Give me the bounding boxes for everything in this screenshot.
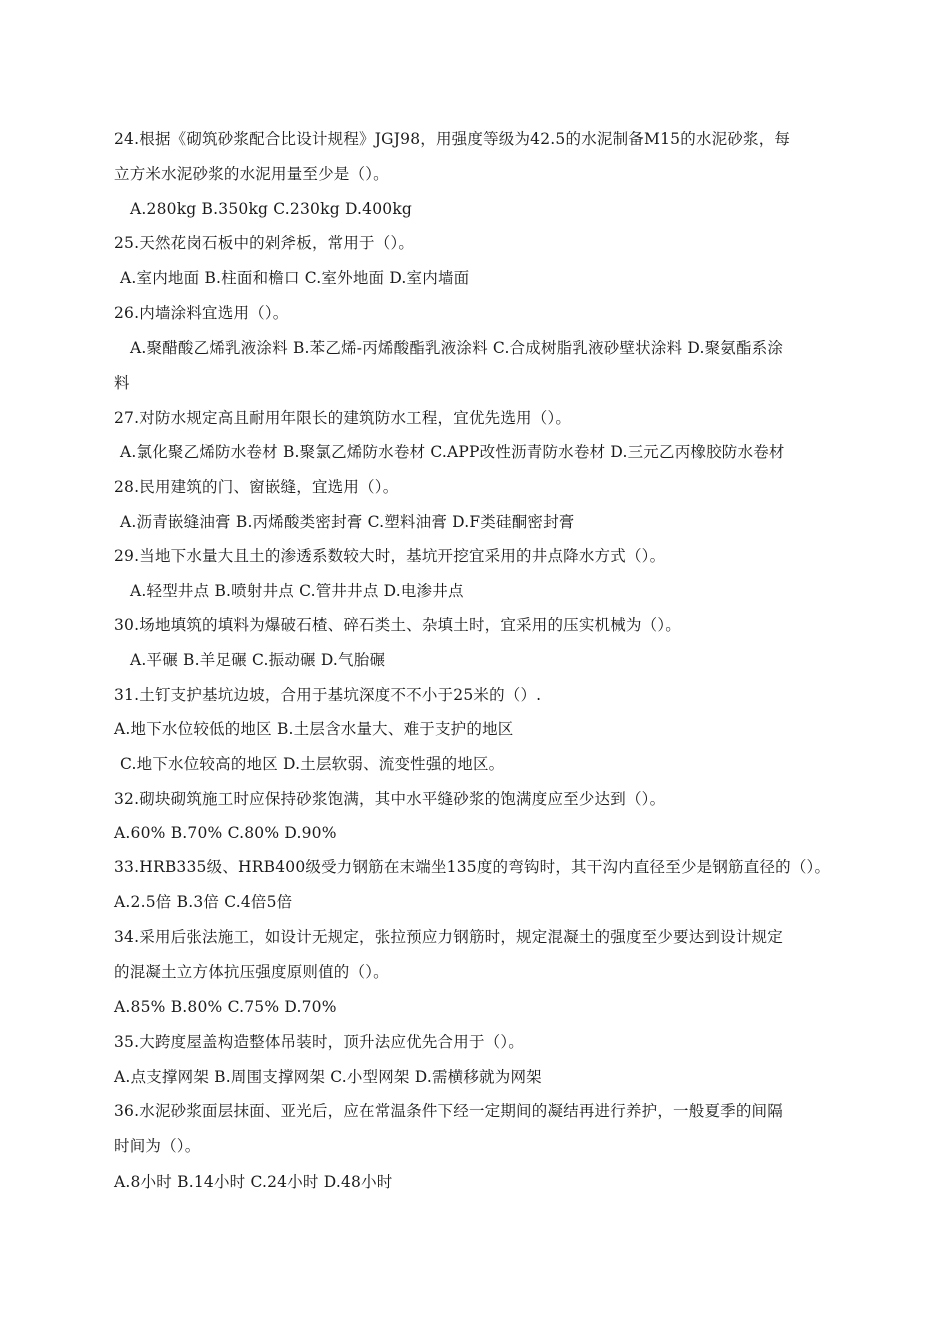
question-28: 28.民用建筑的门、窗嵌缝，宜选用（）。 xyxy=(114,478,399,496)
question-29: 29.当地下水量大且土的渗透系数较大时，基坑开挖宜采用的井点降水方式（）。 xyxy=(114,547,666,565)
question-30-options: A.平碾 B.羊足碾 C.振动碾 D.气胎碾 xyxy=(130,651,386,669)
question-34-line-2: 的混凝土立方体抗压强度原则值的（）。 xyxy=(114,963,389,981)
question-31-options-line-1: A.地下水位较低的地区 B.土层含水量大、难于支护的地区 xyxy=(114,720,514,738)
question-28-options: A.沥青嵌缝油膏 B.丙烯酸类密封膏 C.塑料油膏 D.F类硅酮密封膏 xyxy=(120,513,575,531)
question-32-options: A.60% B.70% C.80% D.90% xyxy=(114,824,337,842)
question-27-options: A.氯化聚乙烯防水卷材 B.聚氯乙烯防水卷材 C.APP改性沥青防水卷材 D.三元乙丙橡胶防水卷材 xyxy=(120,443,785,461)
question-26: 26.内墙涂料宜选用（）。 xyxy=(114,304,289,322)
question-24-line-1: 24.根据《砌筑砂浆配合比设计规程》JGJ98，用强度等级为42.5的水泥制备M15的水泥砂浆，每 xyxy=(114,130,791,148)
question-26-options-line-2: 料 xyxy=(114,374,130,392)
question-36-options: A.8小时 B.14小时 C.24小时 D.48小时 xyxy=(114,1173,393,1191)
question-26-options-line-1: A.聚醋酸乙烯乳液涂料 B.苯乙烯-丙烯酸酯乳液涂料 C.合成树脂乳液砂壁状涂料 D.聚氨酯系涂 xyxy=(130,339,784,357)
question-24-line-2: 立方米水泥砂浆的水泥用量至少是（）。 xyxy=(114,165,389,183)
question-33-options: A.2.5倍 B.3倍 C.4倍5倍 xyxy=(114,893,293,911)
question-25: 25.天然花岗石板中的剁斧板，常用于（）。 xyxy=(114,234,415,252)
question-35: 35.大跨度屋盖构造整体吊装时，顶升法应优先合用于（）。 xyxy=(114,1033,525,1051)
question-31-options-line-2: C.地下水位较高的地区 D.土层软弱、流变性强的地区。 xyxy=(120,755,505,773)
question-31: 31.土钉支护基坑边坡，合用于基坑深度不不小于25米的（）. xyxy=(114,686,542,704)
question-27: 27.对防水规定高且耐用年限长的建筑防水工程，宜优先选用（）。 xyxy=(114,409,572,427)
question-34-line-1: 34.采用后张法施工，如设计无规定，张拉预应力钢筋时，规定混凝土的强度至少要达到设计规定 xyxy=(114,928,783,946)
question-30: 30.场地填筑的填料为爆破石楂、碎石类土、杂填土时，宜采用的压实机械为（）。 xyxy=(114,616,682,634)
question-36-line-2: 时间为（）。 xyxy=(114,1137,201,1155)
question-24-options: A.280kg B.350kg C.230kg D.400kg xyxy=(130,200,413,218)
question-33: 33.HRB335级、HRB400级受力钢筋在末端坐135度的弯钩时，其干沟内直径至少是钢筋直径的（）。 xyxy=(114,858,831,876)
question-32: 32.砌块砌筑施工时应保持砂浆饱满，其中水平缝砂浆的饱满度应至少达到（）。 xyxy=(114,790,666,808)
question-36-line-1: 36.水泥砂浆面层抹面、亚光后，应在常温条件下经一定期间的凝结再进行养护，一般夏季的间隔 xyxy=(114,1102,783,1120)
question-34-options: A.85% B.80% C.75% D.70% xyxy=(114,998,337,1016)
question-25-options: A.室内地面 B.柱面和檐口 C.室外地面 D.室内墙面 xyxy=(120,269,470,287)
question-35-options: A.点支撑网架 B.周围支撑网架 C.小型网架 D.需横移就为网架 xyxy=(114,1068,542,1086)
question-29-options: A.轻型井点 B.喷射井点 C.管井井点 D.电渗井点 xyxy=(130,582,464,600)
